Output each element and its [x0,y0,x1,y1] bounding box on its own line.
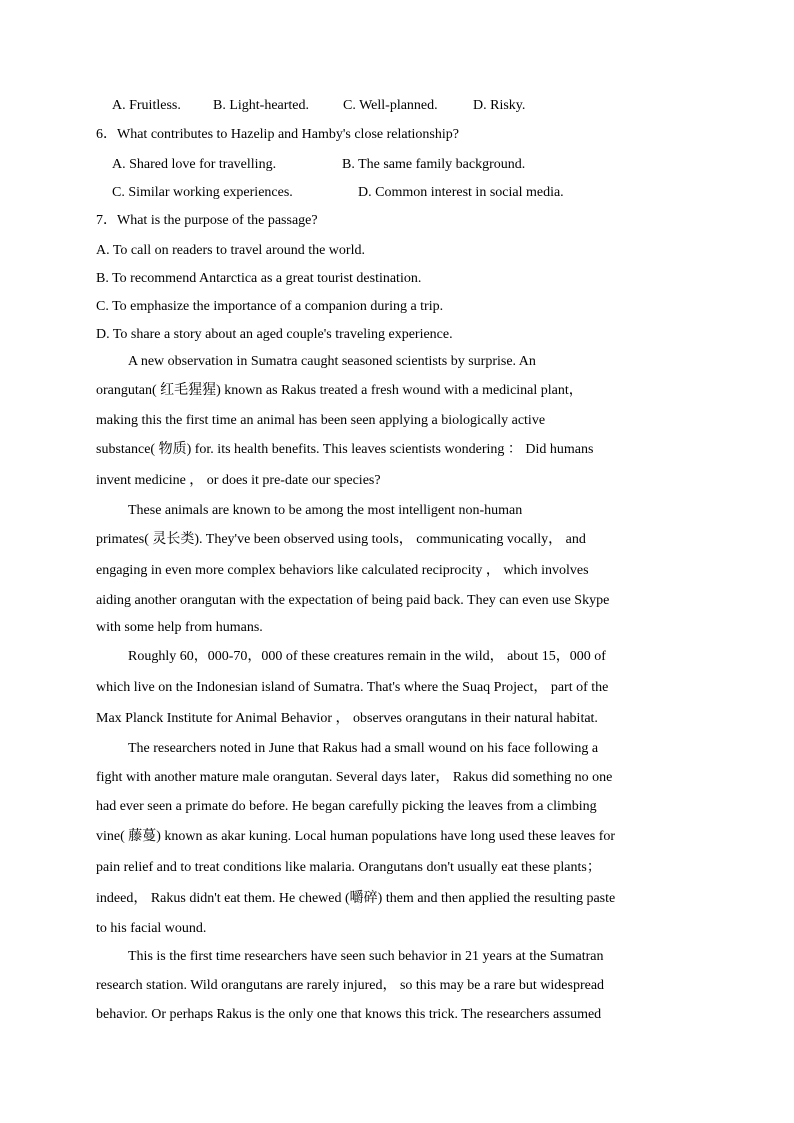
passage-line: making this the first time an animal has been seen applying a biologically active [96,413,546,428]
passage-line: pain relief and to treat conditions like malaria. Orangutans don't usually eat these plants； [96,860,601,875]
q7-option-c: C. To emphasize the importance of a companion during a trip. [96,299,444,314]
q7-option-b: B. To recommend Antarctica as a great tourist destination. [96,271,422,286]
passage-line: These animals are known to be among the most intelligent non-human [128,503,523,518]
passage-line: invent medicine ， or does it pre-date our species? [96,473,381,488]
passage-line: engaging in even more complex behaviors like calculated reciprocity ， which involves [96,563,589,578]
passage-line: behavior. Or perhaps Rakus is the only one that knows this trick. The researchers assumed [96,1007,602,1022]
passage-line: orangutan( 红毛猩猩) known as Rakus treated a fresh wound with a medicinal plant， [96,383,583,398]
q6-option-d: D. Common interest in social media. [358,185,564,200]
q7-stem: 7．What is the purpose of the passage? [96,213,318,228]
passage-line: aiding another orangutan with the expectation of being paid back. They can even use Skype [96,593,610,608]
q6-options-row2 [112,184,702,202]
q6-stem: 6．What contributes to Hazelip and Hamby's close relationship? [96,127,459,142]
passage-line: research station. Wild orangutans are rarely injured， so this may be a rare but widespread [96,978,605,993]
q5-option-c: C. Well-planned. [343,98,438,113]
passage-line: indeed， Rakus didn't eat them. He chewed (嚼碎) them and then applied the resulting paste [96,891,616,906]
q5-option-d: D. Risky. [473,98,526,113]
passage-line: The researchers noted in June that Rakus had a small wound on his face following a [128,741,599,756]
passage-line: This is the first time researchers have seen such behavior in 21 years at the Sumatran [128,949,604,964]
q5-options [112,97,702,115]
passage-line: which live on the Indonesian island of Sumatra. That's where the Suaq Project， part of the [96,680,609,695]
passage-line: to his facial wound. [96,921,207,936]
passage-line: had ever seen a primate do before. He began carefully picking the leaves from a climbing [96,799,597,814]
passage-line: vine( 藤蔓) known as akar kuning. Local human populations have long used these leaves for [96,829,616,844]
passage-line: A new observation in Sumatra caught seasoned scientists by surprise. An [128,354,536,369]
passage-line: Max Planck Institute for Animal Behavior ， observes orangutans in their natural habitat. [96,711,598,726]
q5-option-b: B. Light-hearted. [213,98,310,113]
passage-line: with some help from humans. [96,620,263,635]
q6-option-b: B. The same family background. [342,157,526,172]
passage-line: fight with another mature male orangutan. Several days later， Rakus did something no one [96,770,613,785]
q5-option-a: A. Fruitless. [112,98,181,113]
q6-options-row1 [112,156,702,174]
q7-option-a: A. To call on readers to travel around the world. [96,243,365,258]
q6-option-c: C. Similar working experiences. [112,185,293,200]
q7-option-d: D. To share a story about an aged couple's traveling experience. [96,327,453,342]
passage-line: substance( 物质) for. its health benefits. This leaves scientists wondering ： Did humans [96,442,594,457]
passage-line: primates( 灵长类). They've been observed using tools， communicating vocally， and [96,532,586,547]
q6-option-a: A. Shared love for travelling. [112,157,277,172]
passage-line: Roughly 60，000-70，000 of these creatures remain in the wild， about 15，000 of [128,649,606,664]
